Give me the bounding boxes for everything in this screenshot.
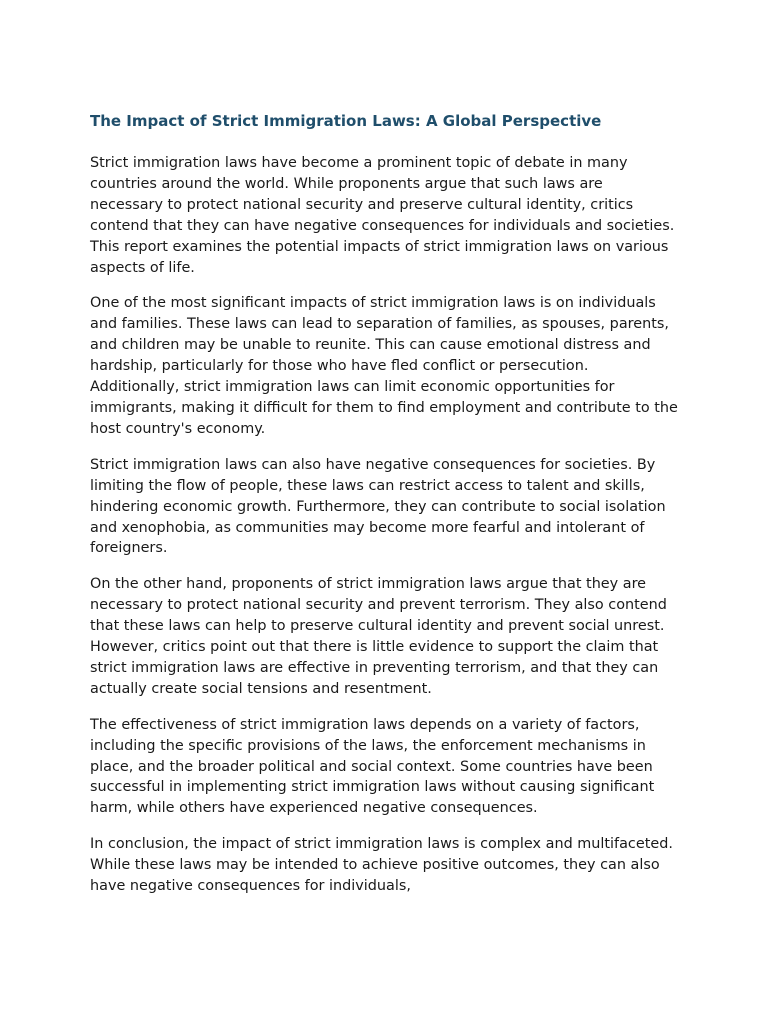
paragraph-societies: Strict immigration laws can also have negative consequences for societies. By limiting the flow of people, these laws can restrict access to talent and skills, hindering economic growth. Furthermore, they can contribute to social isolation and xenophobia, as communities may become more fearful and intolerant of foreigners. [90,456,666,557]
paragraph-conclusion: In conclusion, the impact of strict immigration laws is complex and multifaceted. While these laws may be intended to achieve positive outcomes, they can also have negative consequences for individuals, [90,836,673,895]
document-page [90,110,680,912]
paragraph-proponents: On the other hand, proponents of strict immigration laws argue that they are necessary to protect national security and prevent terrorism. They also contend that these laws can help to preserve cultural identity and prevent social unrest. However, critics point out that there is little evidence to support the claim that strict immigration laws are effective in preventing terrorism, and that they can actually create social tensions and resentment. [90,576,667,697]
paragraph-effectiveness: The effectiveness of strict immigration laws depends on a variety of factors, including the specific provisions of the laws, the enforcement mechanisms in place, and the broader political and social context. Some countries have been successful in implementing strict immigration laws without causing significant harm, while others have experienced negative consequences. [90,716,655,817]
paragraph-intro: Strict immigration laws have become a prominent topic of debate in many countries around the world. While proponents argue that such laws are necessary to protect national security and preserve cultural identity, critics contend that they can have negative consequences for individuals and societies. This report examines the potential impacts of strict immigration laws on various aspects of life. [90,155,675,276]
paragraph-individuals-families: One of the most significant impacts of strict immigration laws is on individuals and families. These laws can lead to separation of families, as spouses, parents, and children may be unable to reunite. This can cause emotional distress and hardship, particularly for those who have fled conflict or persecution. Additionally, strict immigration laws can limit economic opportunities for immigrants, making it difficult for them to find employment and contribute to the host country's economy. [90,295,678,437]
document-title: The Impact of Strict Immigration Laws: A Global Perspective [90,112,602,130]
